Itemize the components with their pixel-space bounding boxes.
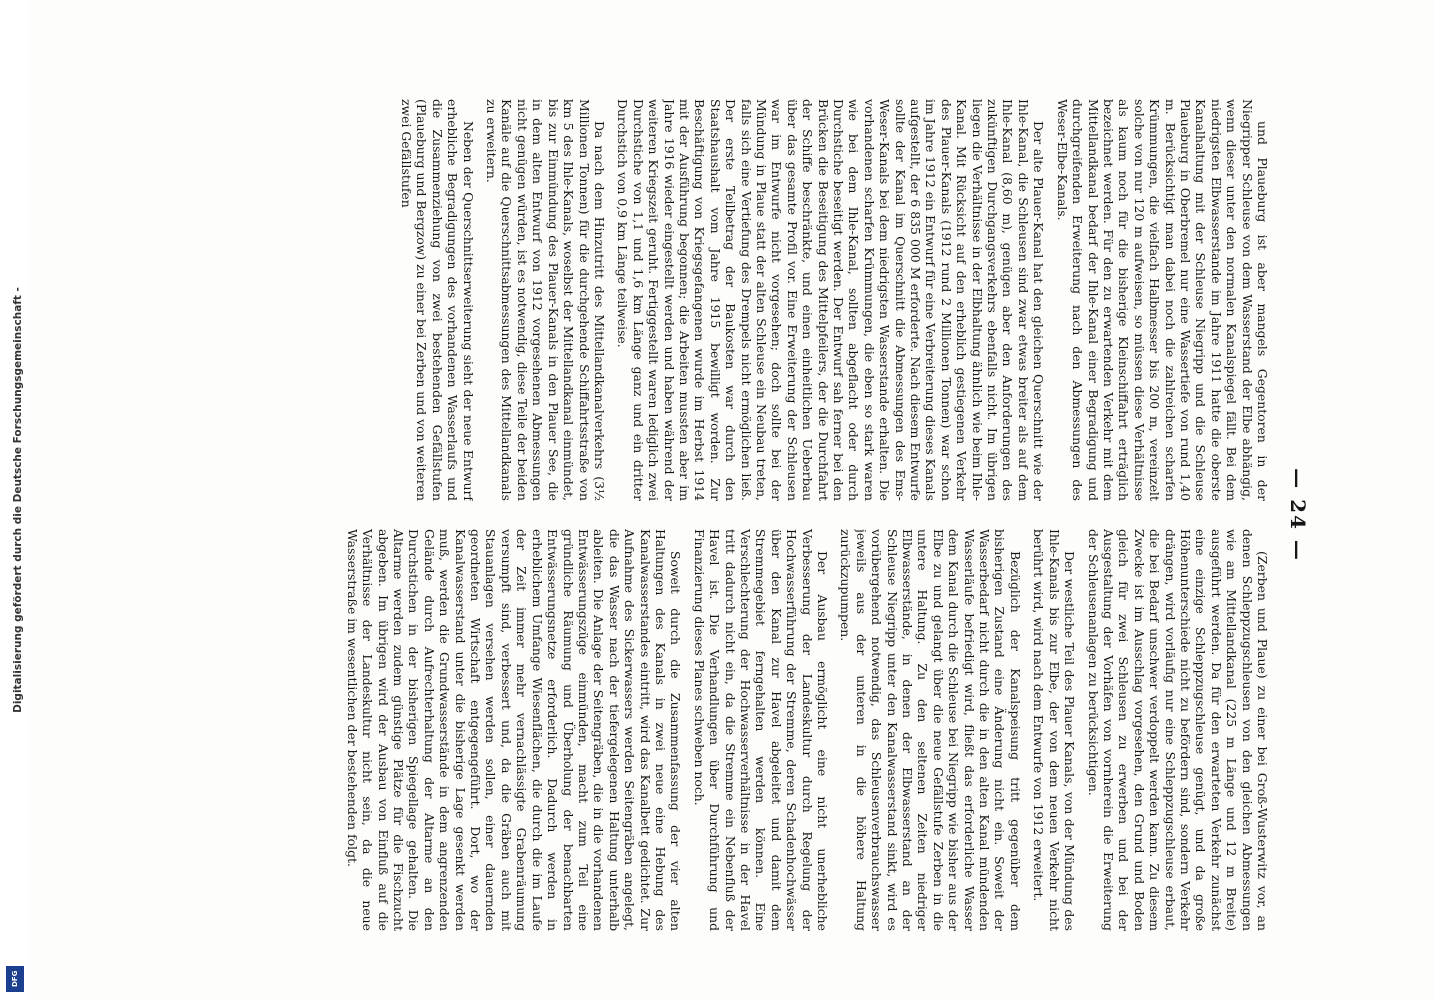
paragraph: Bezüglich der Kanalspeisung tritt gegenüber dem bisherigen Zustand eine Änderung nicht ein. Soweit der Wasserbedarf nicht durch die in den alten Kanal mündenden Wasserläufe befriedigt wird, fließt das erforderliche Wasser dem Kanal durch die Schleuse bei Niegripp wie bisher aus der Elbe zu und gelangt über die neue Gefällstufe Zerben in die untere Haltung. Zu den seltenen Zeiten niedriger Elbwasserstände, in denen der Elbwasserstand an der Schleuse Niegripp unter den Kanalwasserstand sinkt, wird es vorübergehend notwendig, das Schleusenverbrauchswasser jeweils aus der unteren in die höhere Haltung zurückzupumpen. [838,529,1023,931]
rotated-document-body [110,85,1310,945]
paragraph: Der Ausbau ermöglicht eine nicht unerhebliche Verbesserung der Landeskultur durch Regelung der Hochwasserführung der Stremme, deren Schadenhochwässer über den Kanal zur Havel abgeleitet und damit dem Stremmegebiet ferngehalten werden können. Eine Verschlechterung der Hochwasserverhältnisse in der Havel tritt dadurch nicht ein, da die Stremme ein Nebenfluß der Havel ist. Die Verhandlungen über Durchführung und Finanzierung dieses Planes schweben noch. [691,529,831,931]
page-number: — 24 — [1286,468,1310,562]
left-column [120,99,1270,501]
paragraph: Der westliche Teil des Plauer Kanals, von der Mündung des Ihle-Kanals bis zur Elbe, der von dem neuen Verkehr nicht berührt wird, wird nach dem Entwurfe von 1912 erweitert. [1031,529,1078,931]
right-column [120,529,1270,931]
paragraph: (Zerben und Plaue) zu einer bei Groß-Wusterwitz vor, an denen Schleppzugschleusen von den gleichen Abmessungen wie am Mittellandkanal (225 m Länge und 12 m Breite) ausgeführt werden. Da für den erwarteten Verkehr zunächst eine einzige Schleppzugschleuse genügt, und da große Höhenunterschiede nicht zu befördern sind, sondern Verkehr drängen, wird vorläufig nur eine Schleppzugschleuse erbaut, die bei Bedarf unschwer verdoppelt werden kann. Zu diesem Zwecke ist im Ausschlag vorgesehen, den Grund und Boden gleich für zwei Schleusen zu erwerben und bei der Ausgestaltung der Vorhäfen von vornherein die Erweiterung der Schleusenanlagen zu berücksichtigen. [1085,529,1270,931]
digitization-footer [0,0,28,1000]
digitization-credit: Digitalisierung gefördert durch die Deutsche Forschungsgemeinschaft - [12,287,24,713]
paragraph: Da nach dem Hinzutritt des Mittellandkanalverkehrs (3½ Millionen Tonnen) für die durchgehende Schiffahrtsstraße von km 5 des Ihle-Kanals, woselbst der Mittellandkanal einmündet, bis zur Einmündung des Plauer-Kanals in den Plauer See, die in dem alten Entwurf von 1912 vorgesehenen Abmessungen nicht genügen würden, ist es notwendig, diese Teile der beiden Kanäle auf die Querschnittsabmessungen des Mittellandkanals zu erweitern. [484,99,607,501]
dfg-logo-icon: DFG [6,966,24,992]
paragraph: Neben der Querschnittserweiterung sieht der neue Entwurf erhebliche Begradigungen des vorhandenen Wasserlaufs und die Zusammenziehung von zwei bestehenden Gefällstufen (Plaueburg und Bergzow) zu einer bei Zerben und von weiteren zwei Gefällstufen [399,99,476,501]
paragraph: und Plaueburg ist aber mangels Gegentoren in der Niegripper Schleuse von dem Wasserstand der Elbe abhängig, wenn dieser unter den normalen Kanalspiegel fällt. Bei dem niedrigsten Elbwasserstande im Jahre 1911 hatte die oberste Kanalhaltung mit der Schleuse Niegripp und die Schleuse Plaueburg in Oberbremel nur eine Wassertiefe von rund 1,40 m. Berücksichtigt man dabei noch die zahlreichen scharfen Krümmungen, die vielfach Halbmesser bis 200 m, vereinzelt solche von nur 120 m aufweisen, so müssen diese Verhältnisse als kaum noch für die bisherige Kleinschiffahrt erträglich bezeichnet werden. Für den zu erwartenden Verkehr mit dem Mittellandkanal bedarf der Ihle-Kanal einer Begradigung und durchgreifenden Erweiterung nach den Abmessungen des Weser-Elbe-Kanals. [1054,99,1270,501]
text-columns [120,99,1270,931]
paragraph: Der alte Plauer-Kanal hat den gleichen Querschnitt wie der Ihle-Kanal, die Schleusen sind zwar etwas breiter als auf dem Ihle-Kanal (8,60 m), genügen aber den Anforderungen des zukünftigen Durchgangsverkehrs ebenfalls nicht. Im übrigen liegen die Verhältnisse in der Elbhaltung ähnlich wie beim Ihle-Kanal. Mit Rücksicht auf den erheblich gestiegenen Verkehr des Plauer-Kanals (1912 rund 2 Millionen Tonnen) war schon im Jahre 1912 ein Entwurf für eine Verbreiterung dieses Kanals aufgestellt, der 6 835 000 M erforderte. Nach diesem Entwurfe sollte der Kanal im Querschnitt die Abmessungen des Ems-Weser-Kanals bei dem niedrigsten Wasserstande erhalten. Die vorhandenen scharfen Krümmungen, die eben so stark waren wie bei dem Ihle-Kanal, sollten abgeflacht oder durch Durchstiche beseitigt werden. Der Entwurf sah ferner bei den Brücken die Beseitigung des Mittelpfeilers, der die Durchfahrt der Schiffe beschränkte, und einen einheitlichen Ueberbau über das gesamte Profil vor. Eine Erweiterung der Schleusen war im Entwurfe nicht vorgesehen; doch sollte bei der Mündung in Plaue statt der alten Schleuse ein Neubau treten, falls sich eine Vertiefung des Drempels nicht ermöglichen ließ. Der erste Teilbetrag der Baukosten war durch den Staatshaushalt vom Jahre 1915 bewilligt worden. Zur Beschäftigung von Kriegsgefangenen wurde im Herbst 1914 mit der Ausführung begonnen; die Arbeiten mussten aber im Jahre 1916 wieder eingestellt werden und haben während der weiteren Kriegszeit geruht. Fertiggestellt waren lediglich zwei Durchstiche von 1,1 und 1,6 km Länge ganz und ein dritter Durchstich von 0,9 km Länge teilweise. [615,99,1047,501]
paragraph: Soweit durch die Zusammenfassung der vier alten Haltungen des Kanals in zwei neue eine Hebung des Kanalwasserstandes eintritt, wird das Kanalbett gedichtet. Zur Aufnahme des Sickerwassers werden Seitengräben angelegt, die das Wasser nach der tiefergelegenen Haltung unterhalb ableiten. Die Anlage der Seitengräben, die in die vorhandenen Entwässerungszüge einmünden, macht zum Teil eine gründliche Räumung und Überholung der benachbarten Entwässerungsnetze erforderlich. Dadurch werden in erheblichem Umfange Wiesenflächen, die durch die im Laufe der Zeit immer mehr vernachlässigte Grabenräumung versumpft sind, verbessert und, da die Gräben auch mit Stauanlagen versehen werden sollen, einer dauernden geordneten Wirtschaft entgegengeführt. Dort, wo der Kanalwasserstand unter die bisherige Lage gesenkt werden muß, werden die Grundwasserstände in dem angrenzenden Gelände durch Aufrechterhaltung der Altarme an den Durchstichen in der bisherigen Spiegellage gehalten. Die Altarme werden zudem günstige Plätze für die Fischzucht abgeben. Im übrigen wird der Ausbau von Einfluß auf die Verhältnisse der Landeskultur nicht sein, da die neue Wasserstraße im wesentlichen der bestehenden folgt. [344,529,684,931]
